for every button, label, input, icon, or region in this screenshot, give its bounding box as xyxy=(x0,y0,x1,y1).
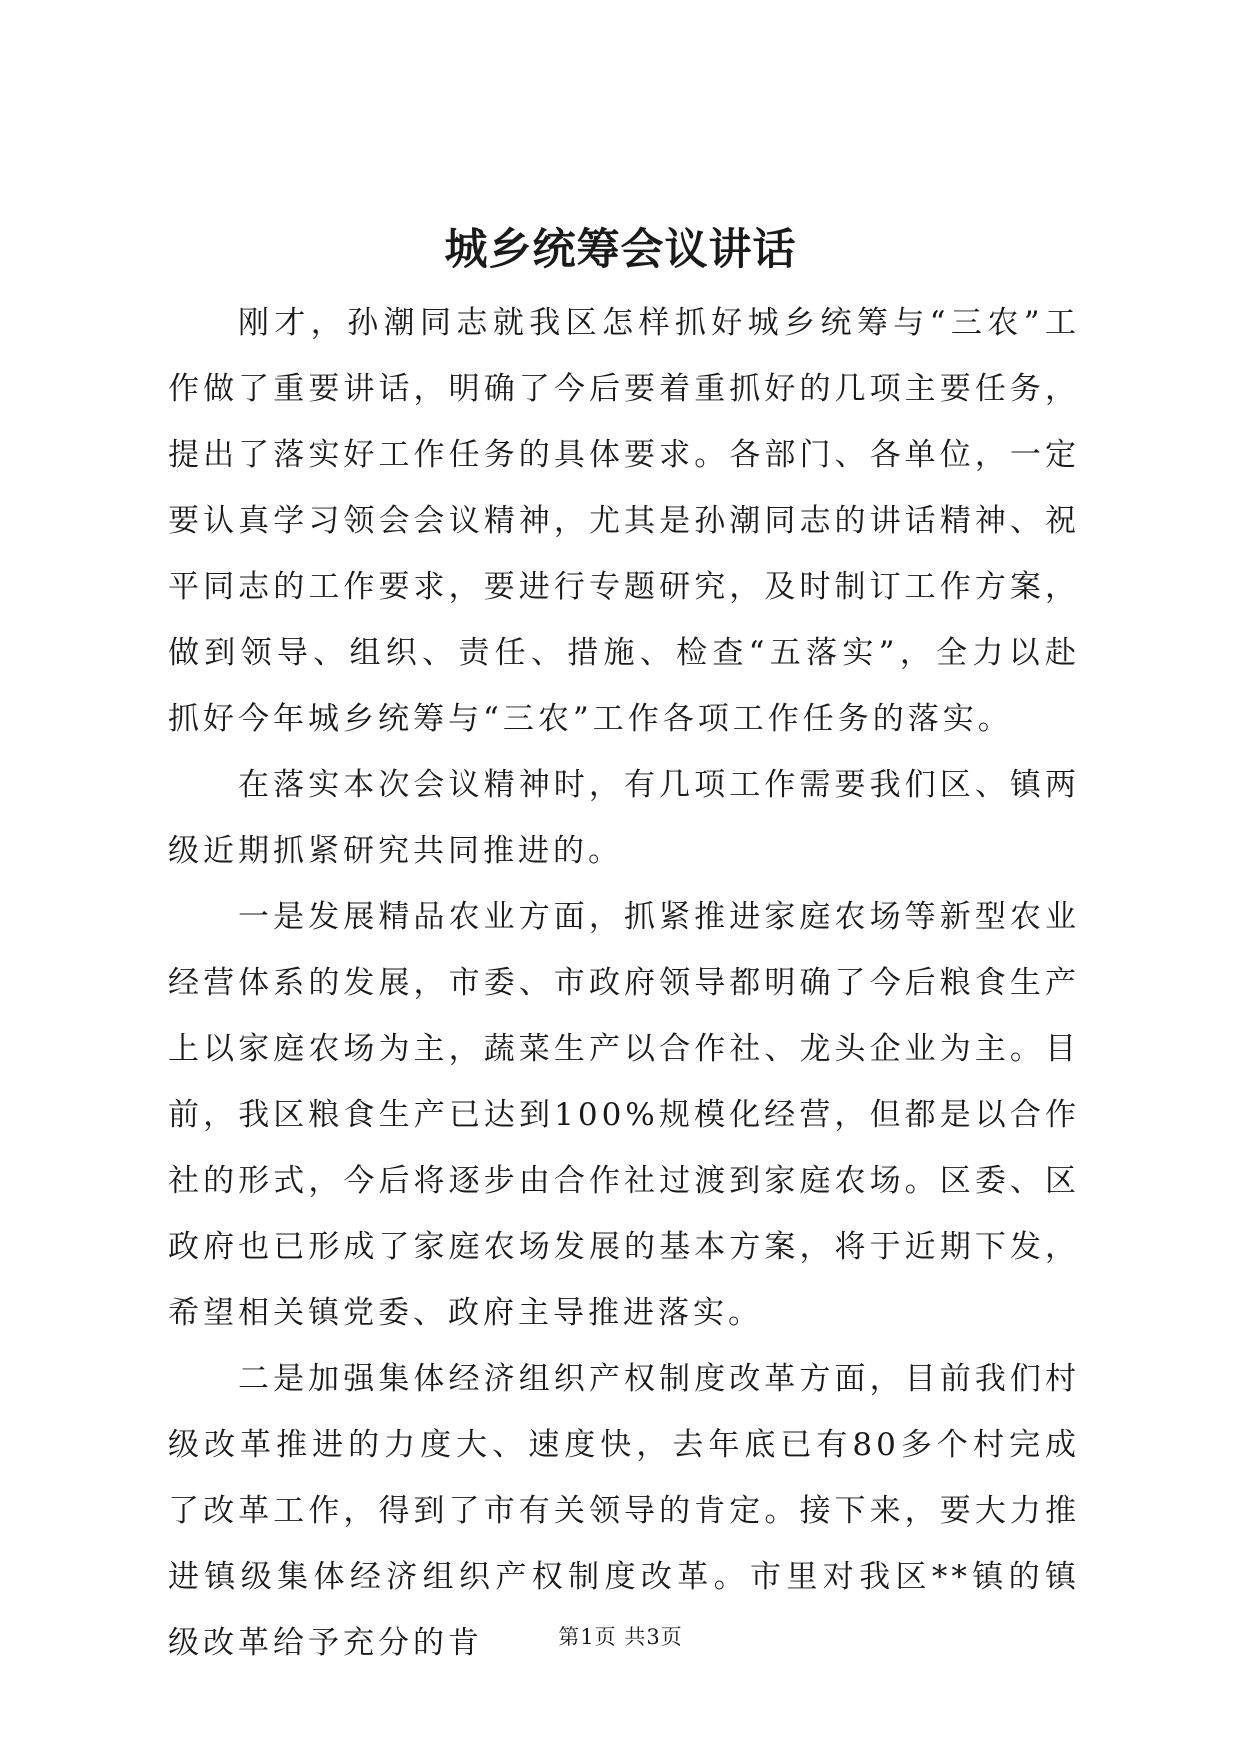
page-footer xyxy=(0,1623,1241,1651)
page-number-label: 第1页 共3页 xyxy=(558,1625,683,1649)
paragraph-4: 二是加强集体经济组织产权制度改革方面，目前我们村级改革推进的力度大、速度快，去年底已有80多个村完成了改革工作，得到了市有关领导的肯定。接下来，要大力推进镇级集体经济组织产权制度改革。市里对我区**镇的镇级改革给予充分的肯 xyxy=(168,1361,1080,1661)
paragraph-2: 在落实本次会议精神时，有几项工作需要我们区、镇两级近期抓紧研究共同推进的。 xyxy=(168,767,1080,869)
document-title: 城乡统筹会议讲话 xyxy=(444,225,797,275)
document-body xyxy=(168,290,1080,1676)
paragraph-1: 刚才，孙潮同志就我区怎样抓好城乡统筹与“三农”工作做了重要讲话，明确了今后要着重抓好的几项主要任务，提出了落实好工作任务的具体要求。各部门、各单位，一定要认真学习领会会议精神，尤其是孙潮同志的讲话精神、祝平同志的工作要求，要进行专题研究，及时制订工作方案，做到领导、组织、责任、措施、检查“五落实”，全力以赴抓好今年城乡统筹与“三农”工作各项工作任务的落实。 xyxy=(168,305,1080,737)
paragraph-3: 一是发展精品农业方面，抓紧推进家庭农场等新型农业经营体系的发展，市委、市政府领导都明确了今后粮食生产上以家庭农场为主，蔬菜生产以合作社、龙头企业为主。目前，我区粮食生产已达到100%规模化经营，但都是以合作社的形式，今后将逐步由合作社过渡到家庭农场。区委、区政府也已形成了家庭农场发展的基本方案，将于近期下发，希望相关镇党委、政府主导推进落实。 xyxy=(168,899,1080,1331)
